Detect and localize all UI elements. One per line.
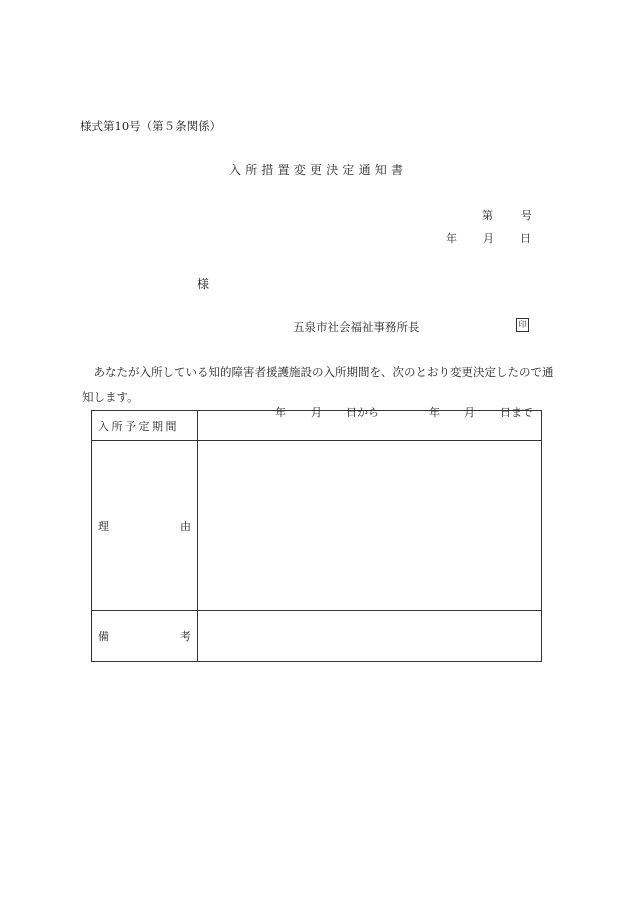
document-number-suffix: 号 — [521, 209, 532, 222]
reason-value-cell — [198, 441, 542, 611]
period-to-year: 年 — [429, 406, 440, 419]
reason-label-left: 理 — [98, 519, 109, 533]
period-label-cell — [92, 411, 198, 441]
period-from-month: 月 — [311, 406, 322, 419]
period-to-day: 日まで — [500, 406, 533, 419]
recipient-honorific: 様 — [197, 277, 210, 291]
notification-table — [91, 406, 542, 662]
period-from-year: 年 — [275, 406, 286, 419]
sender-title: 五泉市社会福祉事務所長 — [293, 320, 420, 334]
table-row-reason — [92, 441, 542, 611]
notification-body-text: あなたが入所している知的障害者援護施設の入所期間を、次のとおり変更決定したので通知します。 — [82, 365, 554, 404]
remarks-value-cell — [198, 611, 542, 662]
date-month-label: 月 — [483, 232, 494, 245]
table-row-period — [92, 411, 542, 441]
remarks-label-right: 考 — [180, 630, 191, 643]
seal-mark: 印 — [516, 318, 529, 332]
table-row-remarks — [92, 611, 542, 662]
period-label: 入所予定期間 — [98, 419, 179, 433]
date-day-label: 日 — [520, 232, 531, 245]
remarks-label-left: 備 — [98, 630, 109, 643]
period-value-cell — [198, 406, 542, 441]
document-title: 入所措置変更決定通知書 — [229, 163, 408, 177]
remarks-label-cell — [92, 611, 198, 662]
document-number-prefix: 第 — [482, 209, 493, 222]
period-from-day: 日から — [346, 406, 379, 419]
reason-label-right: 由 — [180, 519, 191, 533]
period-to-month: 月 — [464, 406, 475, 419]
reason-label-cell — [92, 441, 198, 611]
date-year-label: 年 — [446, 232, 457, 245]
form-number: 様式第10号（第５条関係） — [80, 119, 222, 133]
